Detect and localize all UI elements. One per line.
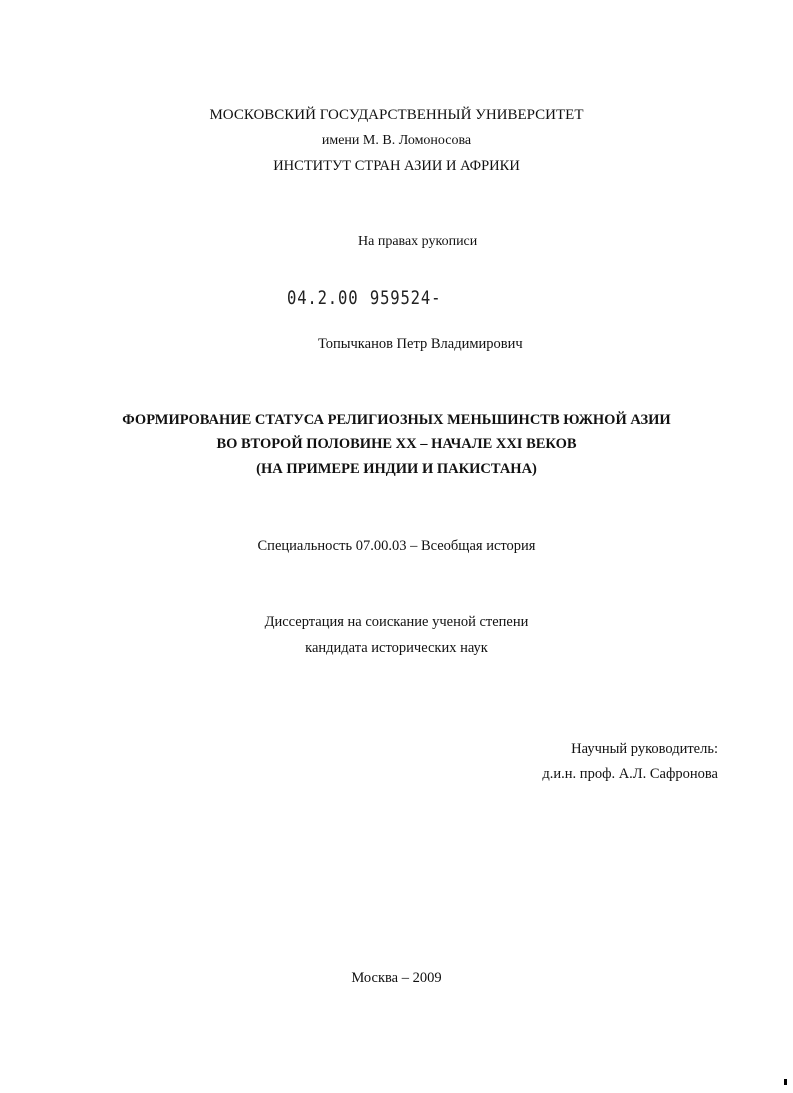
library-stamp-number <box>287 286 441 310</box>
university-named-after: имени М. В. Ломоносова <box>321 133 472 148</box>
supervisor-label: Научный руководитель: <box>571 741 718 757</box>
scan-artifact-mark <box>784 1079 787 1085</box>
supervisor-name: д.и.н. проф. А.Л. Сафронова <box>542 766 718 782</box>
specialty: Специальность 07.00.03 – Всеобщая история <box>257 538 536 554</box>
stamp-part-1: 04.2.00 <box>287 287 359 309</box>
stamp-part-2: 959524- <box>369 287 442 309</box>
dissertation-title-line-3: (НА ПРИМЕРЕ ИНДИИ И ПАКИСТАНА) <box>256 461 537 477</box>
dissertation-title-line-1: ФОРМИРОВАНИЕ СТАТУСА РЕЛИГИОЗНЫХ МЕНЬШИНСТВ ЮЖНОЙ АЗИИ <box>122 412 671 428</box>
place-and-year: Москва – 2009 <box>351 970 442 986</box>
degree-line-2: кандидата исторических наук <box>305 640 488 656</box>
institute-name: ИНСТИТУТ СТРАН АЗИИ И АФРИКИ <box>273 158 520 174</box>
author-name: Топычканов Петр Владимирович <box>318 336 523 352</box>
university-name: МОСКОВСКИЙ ГОСУДАРСТВЕННЫЙ УНИВЕРСИТЕТ <box>209 107 584 123</box>
manuscript-rights-note: На правах рукописи <box>358 234 478 249</box>
dissertation-title-line-2: ВО ВТОРОЙ ПОЛОВИНЕ XX – НАЧАЛЕ XXI ВЕКОВ <box>216 436 577 452</box>
degree-line-1: Диссертация на соискание ученой степени <box>264 614 529 630</box>
